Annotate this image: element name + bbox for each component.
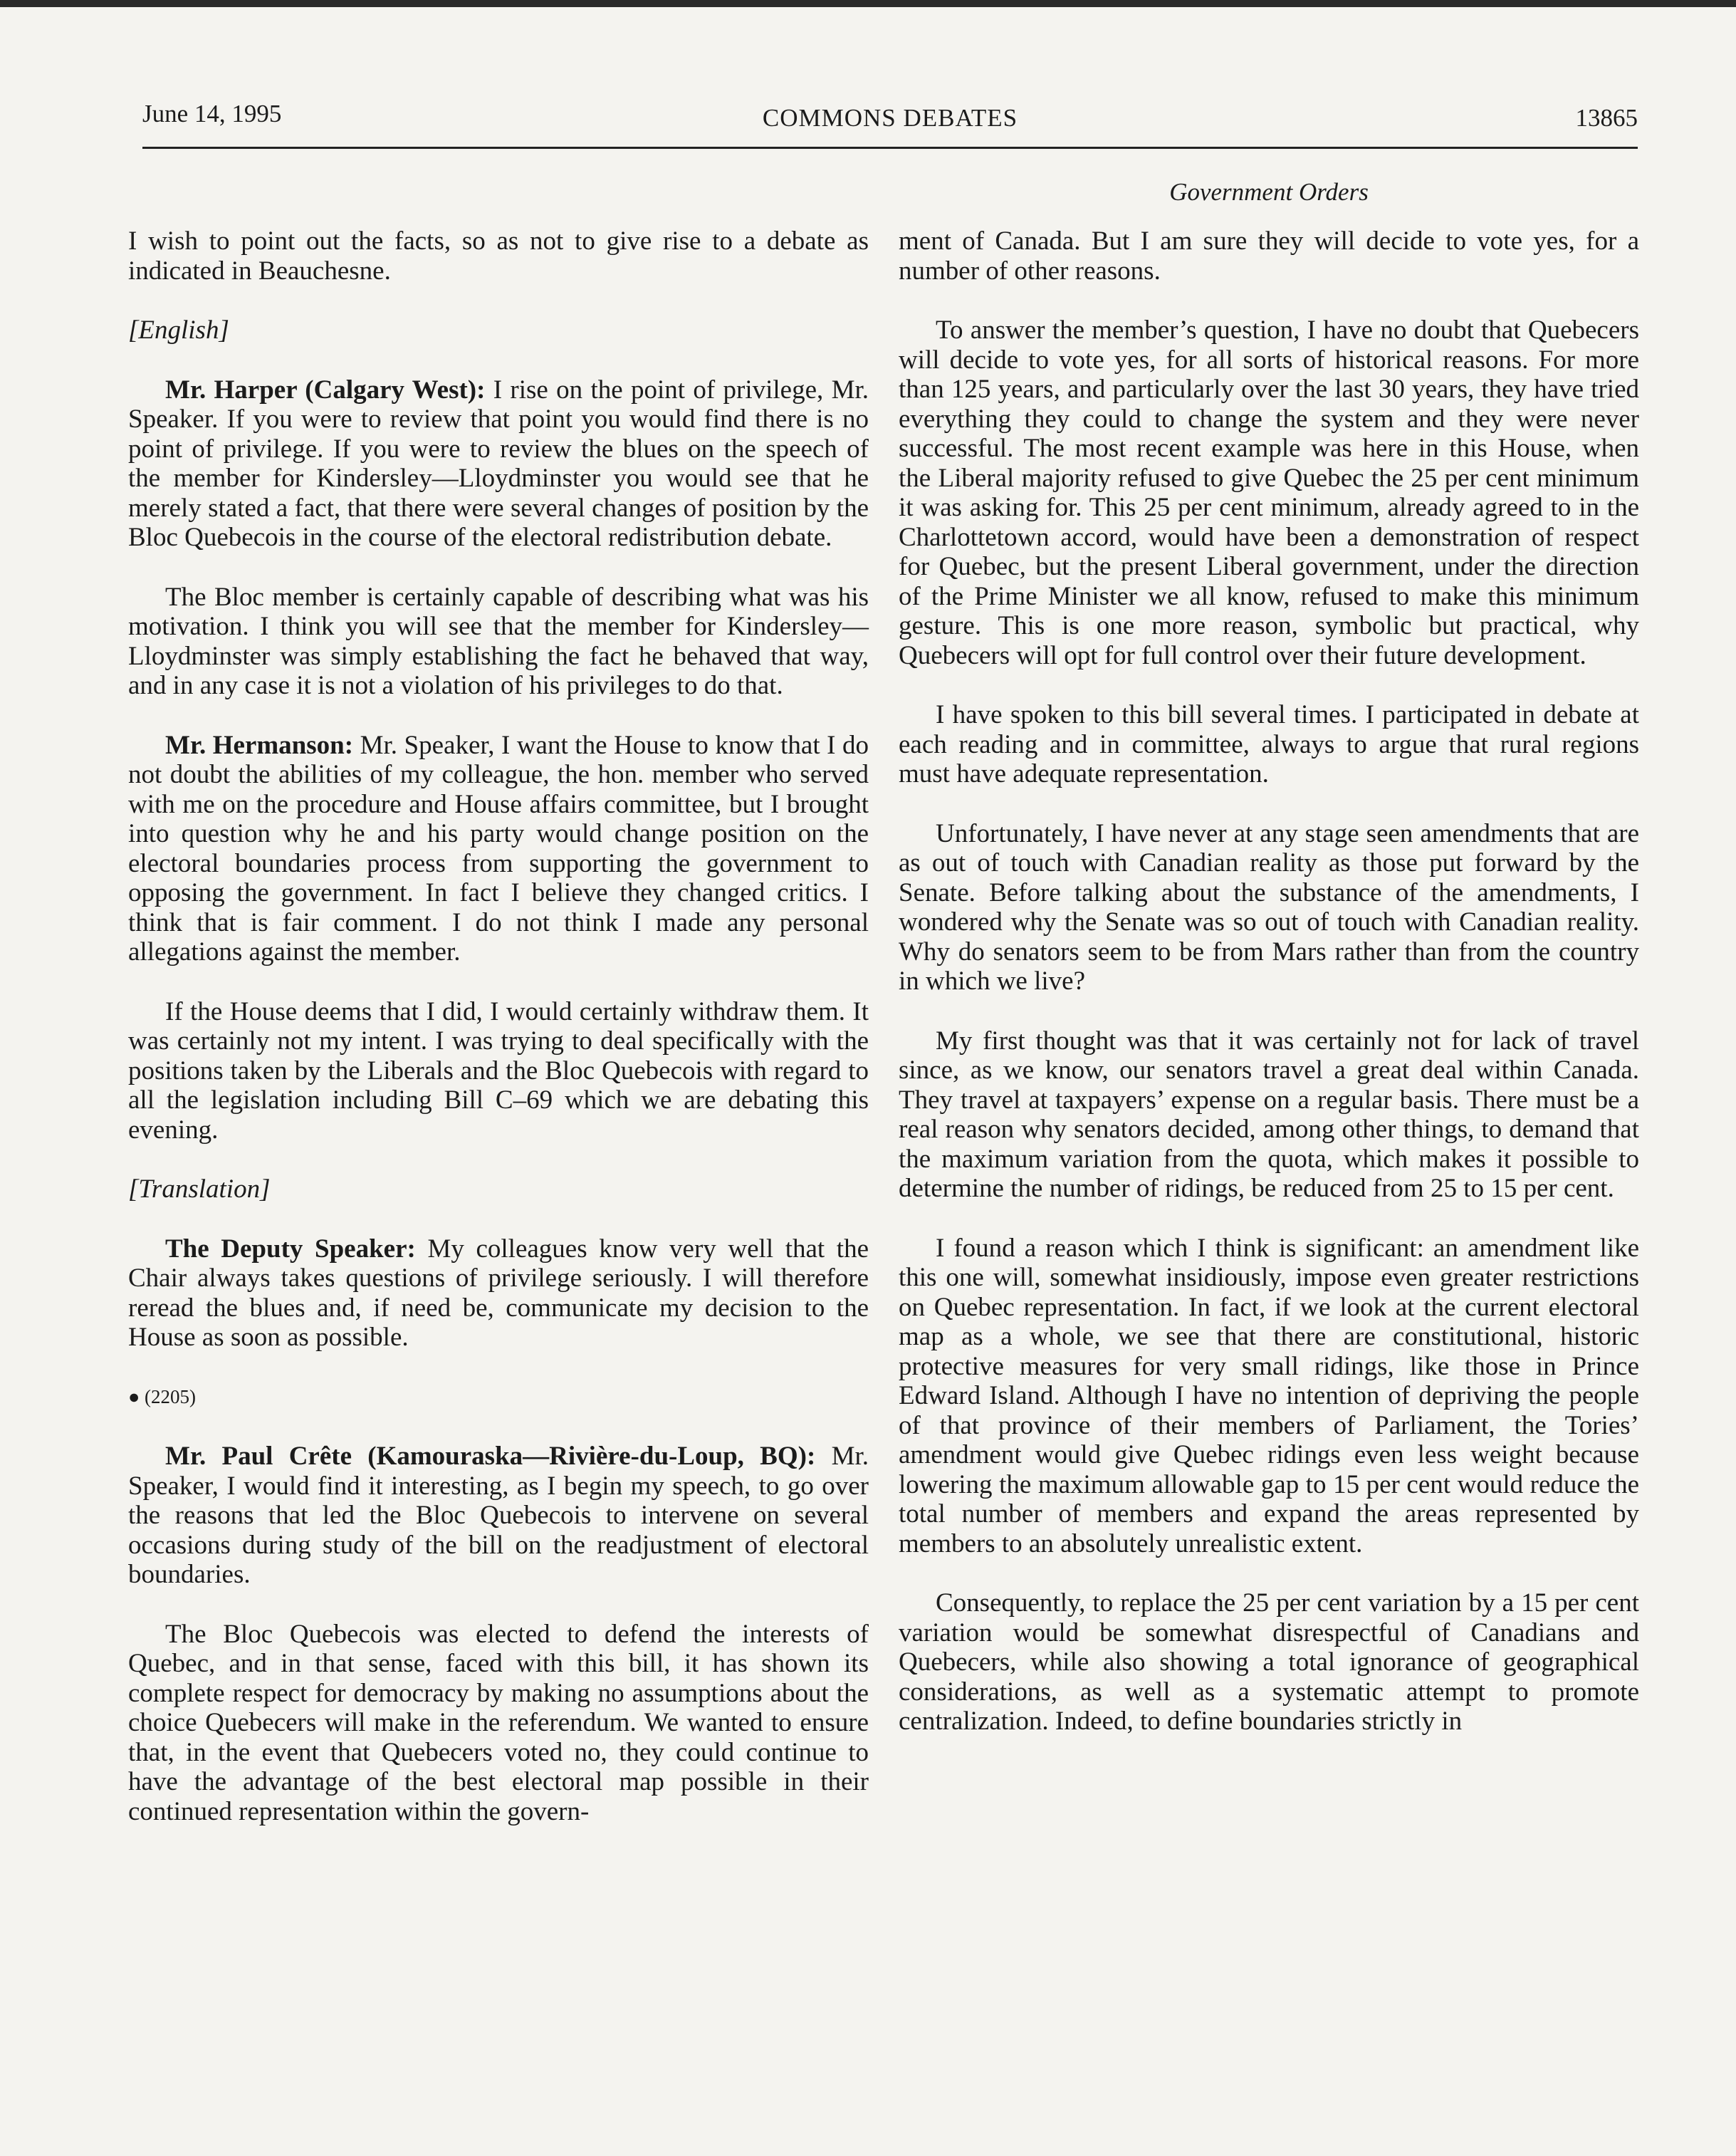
paragraph-continuation: ment of Canada. But I am sure they will decide to vote yes, for a number of other reasons. [899, 226, 1639, 286]
language-tag: [Translation] [128, 1175, 271, 1204]
paragraph-continuation: I wish to point out the facts, so as not to give rise to a debate as indicated in Beauchesne. [128, 226, 869, 286]
speaker-name: The Deputy Speaker: [165, 1234, 416, 1264]
paragraph: Consequently, to replace the 25 per cent variation by a 15 per cent variation would be somewhat disrespectful of Canadians and Quebecers, while also showing a total ignorance of geographical considerations, as well as a systematic attempt to promote centralization. Indeed, to define boundaries strictly in [899, 1588, 1639, 1736]
left-column [128, 226, 869, 1856]
header-publication: COMMONS DEBATES [762, 104, 1018, 132]
speech-text: Mr. Speaker, I would find it interesting, as I begin my speech, to go over the reasons that led the Bloc Quebecois to intervene on several occasions during study of the bill on the readjustment of electoral boundaries. [128, 1442, 869, 1589]
paragraph: My first thought was that it was certainly not for lack of travel since, as we know, our senators travel a great deal within Canada. They travel at taxpayers’ expense on a regular basis. There must be a real reason why senators decided, among other things, to demand that the maximum variation from the quota, which makes it possible to determine the number of ridings, be reduced from 25 to 15 per cent. [899, 1026, 1639, 1203]
speech-paragraph [128, 1234, 869, 1353]
right-column [899, 226, 1639, 1766]
paragraph: The Bloc Quebecois was elected to defend the interests of Quebec, and in that sense, faced with this bill, it has shown its complete respect for democracy by making no assumptions about the choice Quebecers will make in the referendum. We wanted to ensure that, in the event that Quebecers voted no, they could continue to have the advantage of the best electoral map possible in their continued representation within the govern- [128, 1619, 869, 1826]
speech-paragraph [128, 1442, 869, 1590]
paragraph: To answer the member’s question, I have no doubt that Quebecers will decide to vote yes, for all sorts of historical reasons. For more than 125 years, and particularly over the last 30 years, they have tried everything they could to change the system and they were never successful. The most recent example was here in this House, when the Liberal majority refused to give Quebec the 25 per cent minimum it was asking for. This 25 per cent minimum, already agreed to in the Charlottetown accord, would have been a demonstration of respect for Quebec, but the present Liberal government, under the direction of the Prime Minister we all know, refused to make this minimum gesture. This is one more reason, symbolic but practical, why Quebecers will opt for full control over their future development. [899, 316, 1639, 670]
speech-paragraph [128, 375, 869, 553]
header-page-number: 13865 [1575, 104, 1638, 132]
speech-paragraph [128, 731, 869, 967]
paragraph: The Bloc member is certainly capable of describing what was his motivation. I think you will see that the member for Kindersley—Lloydminster was simply establishing the fact he behaved that way, and in any case it is not a violation of his privileges to do that. [128, 582, 869, 700]
speech-text: Mr. Speaker, I want the House to know that I do not doubt the abilities of my colleague, the hon. member who served with me on the procedure and House affairs committee, but I brought into question why he and his party would change position on the electoral boundaries process from supporting the government to opposing the government. In fact I believe they changed critics. I think that is fair comment. I do not think I made any personal allegations against the member. [128, 730, 869, 967]
language-tag: [English] [128, 316, 229, 345]
speaker-name: Mr. Hermanson: [165, 730, 354, 760]
speaker-name: Mr. Paul Crête (Kamouraska—Rivière-du-Loup, BQ): [165, 1442, 816, 1471]
header-date: June 14, 1995 [142, 100, 282, 127]
page-header [142, 100, 1638, 142]
time-marker: ● (2205) [128, 1385, 197, 1407]
paragraph: I found a reason which I think is significant: an amendment like this one will, somewhat insidiously, impose even greater restrictions on Quebec representation. In fact, if we look at the current electoral map as a whole, we see that there are constitutional, historic protective measures for very small ridings, like those in Prince Edward Island. Although I have no intention of depriving the people of that province of their members of Parliament, the Tories’ amendment would give Quebec ridings even less weight because lowering the maximum allowable gap to 15 per cent would reduce the total number of members and expand the areas represented by members to an absolutely unrealistic extent. [899, 1233, 1639, 1558]
paragraph: Unfortunately, I have never at any stage seen amendments that are as out of touch with Canadian reality as those put forward by the Senate. Before talking about the substance of the amendments, I wondered why the Senate was so out of touch with Canadian reality. Why do senators seem to be from Mars rather than from the country in which we live? [899, 818, 1639, 996]
speaker-name: Mr. Harper (Calgary West): [165, 375, 486, 405]
scan-top-edge [0, 0, 1736, 7]
paragraph: If the House deems that I did, I would certainly withdraw them. It was certainly not my intent. I was trying to deal specifically with the positions taken by the Liberals and the Bloc Quebecois with regard to all the legislation including Bill C–69 which we are debating this evening. [128, 996, 869, 1145]
section-label: Government Orders [1169, 178, 1369, 206]
paragraph: I have spoken to this bill several times. I participated in debate at each reading and in committee, always to argue that rural regions must have adequate representation. [899, 700, 1639, 788]
speech-text: I rise on the point of privilege, Mr. Speaker. If you were to review that point you would find there is no point of privilege. If you were to review the blues on the speech of the member for Kindersley—Lloydminster you would see that he merely stated a fact, that there were several changes of position by the Bloc Quebecois in the course of the electoral redistribution debate. [128, 375, 869, 552]
speech-text: My colleagues know very well that the Chair always takes questions of privilege seriously. I will therefore reread the blues and, if need be, communicate my decision to the House as soon as possible. [128, 1234, 869, 1352]
header-rule [142, 147, 1638, 149]
